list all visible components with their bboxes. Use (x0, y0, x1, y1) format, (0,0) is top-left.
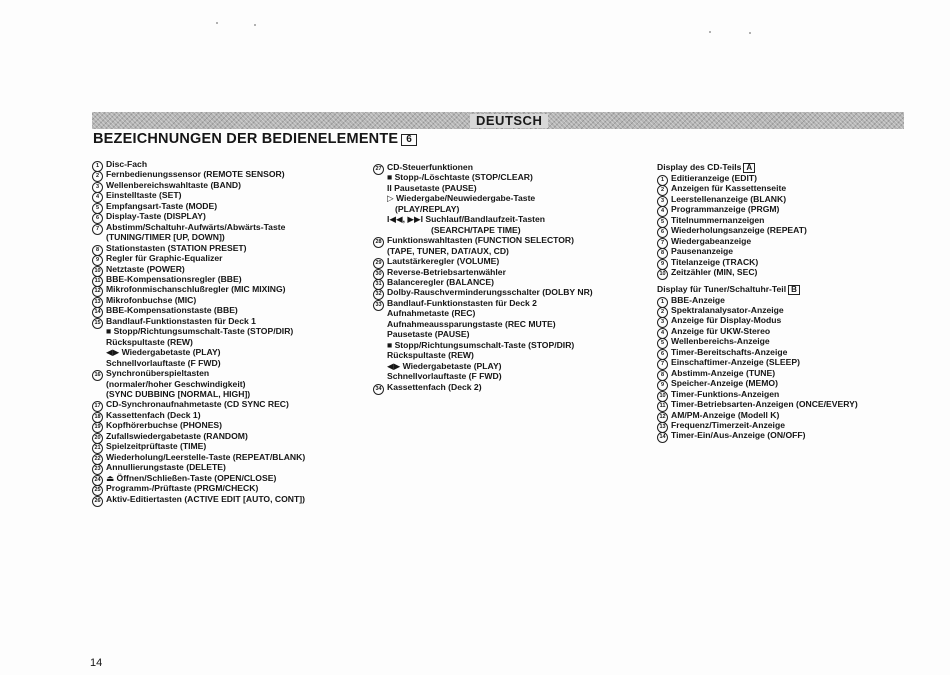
list-item-text: Bandlauf-Funktionstasten für Deck 1 (106, 315, 256, 326)
item-number: 9 (657, 259, 668, 270)
list-item-label (373, 277, 633, 287)
list-item-label (657, 225, 907, 235)
list-item-text: Wiedergabeanzeige (671, 235, 752, 246)
list-item (92, 431, 352, 441)
list-item-text: BBE-Anzeige (671, 294, 725, 305)
list-item (92, 243, 352, 253)
item-number: 15 (92, 318, 103, 329)
list-item-text: Mikrofonmischanschlußregler (MIC MIXING) (106, 284, 286, 295)
list-item (373, 298, 633, 382)
list-item-label (92, 180, 352, 190)
list-item (92, 305, 352, 315)
list-item-label (657, 246, 907, 256)
list-item-label (373, 256, 633, 266)
cd-display-list (657, 173, 907, 278)
list-item-text: (PLAY/REPLAY) (395, 203, 460, 214)
list-item-text: (TUNING/TIMER [UP, DOWN]) (106, 232, 225, 243)
list-item-text: Timer-Ein/Aus-Anzeige (ON/OFF) (671, 430, 806, 441)
list-item-text: Wiederholungsanzeige (REPEAT) (671, 225, 807, 236)
list-item-text: Fernbedienungssensor (REMOTE SENSOR) (106, 169, 285, 180)
item-number: 6 (92, 213, 103, 224)
list-item-label (92, 274, 352, 284)
list-item (657, 315, 907, 325)
list-item-text: Bandlauf-Funktionstasten für Deck 2 (387, 297, 537, 308)
list-item-text: ■ Stopp/Richtungsumschalt-Taste (STOP/DIR) (387, 339, 575, 350)
item-number: 33 (373, 300, 384, 311)
list-item-label (92, 462, 352, 472)
list-item-text: Anzeige für Display-Modus (671, 315, 782, 326)
list-item-text: Spielzeitprüftaste (TIME) (106, 441, 207, 452)
list-item (657, 368, 907, 378)
list-item (657, 257, 907, 267)
list-item (657, 305, 907, 315)
list-item (657, 347, 907, 357)
list-item-subline (373, 204, 633, 214)
list-item-label (657, 215, 907, 225)
list-item-text: BBE-Kompensationstaste (BBE) (106, 305, 238, 316)
list-item-text: I◀◀, ▶▶I Suchlauf/Bandlaufzeit-Tasten (387, 214, 546, 225)
list-item-label (92, 253, 352, 263)
list-item-label (92, 316, 352, 326)
list-item-label (657, 389, 907, 399)
list-item-subline (373, 340, 633, 350)
list-item-text: Programmanzeige (PRGM) (671, 204, 780, 215)
item-number: 30 (373, 269, 384, 280)
list-item-text: Annullierungstaste (DELETE) (106, 462, 226, 473)
list-item (657, 295, 907, 305)
list-item (92, 284, 352, 294)
list-item-text: Wiederholung/Leerstelle-Taste (REPEAT/BLANK) (106, 451, 306, 462)
list-item-label (92, 190, 352, 200)
list-item-label (92, 305, 352, 315)
list-item (657, 204, 907, 214)
list-item (92, 316, 352, 368)
list-item (92, 452, 352, 462)
list-item-text: Aktiv-Editiertasten (ACTIVE EDIT [AUTO, CONT]) (106, 493, 305, 504)
list-item (657, 215, 907, 225)
list-item-subline (373, 350, 633, 360)
list-item-label (92, 431, 352, 441)
scan-speck (254, 24, 256, 26)
list-item-label (373, 235, 633, 245)
list-item-label (657, 236, 907, 246)
list-item-label (657, 204, 907, 214)
item-number: 13 (657, 422, 668, 433)
list-item-label (92, 222, 352, 232)
list-item-label (657, 430, 907, 440)
list-item-label (657, 357, 907, 367)
item-number: 14 (92, 307, 103, 318)
list-item-text: Frequenz/Timerzeit-Anzeige (671, 419, 785, 430)
scan-speck (709, 31, 711, 33)
list-item-subline (373, 225, 633, 235)
list-item-text: Netztaste (POWER) (106, 263, 185, 274)
list-item-label (657, 347, 907, 357)
display-list-column (657, 162, 907, 441)
item-number: 4 (657, 206, 668, 217)
list-item-subline (373, 172, 633, 182)
list-item-text: ■ Stopp/Richtungsumschalt-Taste (STOP/DIR) (106, 326, 294, 337)
list-item (92, 159, 352, 169)
list-item-label (657, 295, 907, 305)
section-title-tuner-display (657, 284, 907, 295)
item-number: 6 (657, 349, 668, 360)
list-item-text: Timer-Betriebsarten-Anzeigen (ONCE/EVERY) (671, 399, 858, 410)
list-item-text: Rückspultaste (REW) (387, 350, 474, 361)
list-item (92, 441, 352, 451)
list-item-label (373, 267, 633, 277)
list-item-text: Anzeige für UKW-Stereo (671, 325, 771, 336)
list-item-text: Reverse-Betriebsartenwähler (387, 266, 506, 277)
list-item-text: Aufnahmeaussparungstaste (REC MUTE) (387, 318, 556, 329)
list-item (657, 183, 907, 193)
list-item-text: Einstelltaste (SET) (106, 190, 182, 201)
item-number: 7 (657, 359, 668, 370)
list-item-text: (TAPE, TUNER, DAT/AUX, CD) (387, 245, 509, 256)
list-item-label (92, 169, 352, 179)
list-item (657, 173, 907, 183)
language-label: DEUTSCH (470, 114, 548, 128)
list-item-label (92, 284, 352, 294)
list-item-label (657, 305, 907, 315)
list-item-text: Anzeigen für Kassettenseite (671, 183, 787, 194)
list-item-label (373, 298, 633, 308)
list-item-text: Regler für Graphic-Equalizer (106, 253, 223, 264)
list-item-subline (373, 329, 633, 339)
list-item (92, 483, 352, 493)
item-number: 32 (373, 289, 384, 300)
item-number: 9 (657, 380, 668, 391)
list-item-text: AM/PM-Anzeige (Modell K) (671, 409, 780, 420)
list-item-text: CD-Synchronaufnahmetaste (CD SYNC REC) (106, 399, 289, 410)
list-item-text: II Pausetaste (PAUSE) (387, 182, 477, 193)
list-item-text: ◀▶ Wiedergabetaste (PLAY) (387, 360, 502, 371)
list-item-text: Pausenanzeige (671, 246, 734, 257)
list-item-text: Balanceregler (BALANCE) (387, 276, 494, 287)
list-item (657, 378, 907, 388)
list-item (92, 473, 352, 483)
list-item-label (657, 410, 907, 420)
list-item-label (92, 243, 352, 253)
section-box-letter: A (743, 163, 755, 173)
list-item (657, 389, 907, 399)
list-item-text: Timer-Bereitschafts-Anzeige (671, 346, 788, 357)
list-item-label (373, 382, 633, 392)
list-item-subline (373, 319, 633, 329)
item-number: 7 (92, 224, 103, 235)
item-number: 2 (657, 185, 668, 196)
list-item (92, 399, 352, 409)
item-number: 10 (92, 266, 103, 277)
list-item-label (92, 483, 352, 493)
list-item (92, 274, 352, 284)
list-item-subline (92, 232, 352, 242)
list-item-text: ◀▶ Wiedergabetaste (PLAY) (106, 347, 221, 358)
list-item-text: Empfangsart-Taste (MODE) (106, 200, 218, 211)
list-item-subline (92, 326, 352, 336)
list-item (657, 267, 907, 277)
list-item-label (92, 295, 352, 305)
list-item-label (657, 336, 907, 346)
item-number: 8 (657, 370, 668, 381)
list-item-text: Aufnahmetaste (REC) (387, 308, 476, 319)
list-item (657, 410, 907, 420)
list-item-text: Synchronüberspieltasten (106, 368, 210, 379)
item-number: 27 (373, 164, 384, 175)
list-item-label (92, 494, 352, 504)
list-item (657, 336, 907, 346)
list-item (92, 253, 352, 263)
list-item-text: ⏏ Öffnen/Schließen-Taste (OPEN/CLOSE) (106, 472, 277, 483)
list-item (92, 494, 352, 504)
list-item-label (92, 420, 352, 430)
list-item-text: Abstimm-Anzeige (TUNE) (671, 367, 776, 378)
list-item-subline (92, 358, 352, 368)
list-item-text: (SYNC DUBBING [NORMAL, HIGH]) (106, 388, 251, 399)
list-item (92, 368, 352, 399)
list-item-label (92, 441, 352, 451)
item-number: 13 (92, 297, 103, 308)
list-item-text: (SEARCH/TAPE TIME) (431, 224, 521, 235)
list-item (373, 256, 633, 266)
list-item (373, 235, 633, 256)
section-title-cd-display (657, 162, 907, 173)
list-item (373, 162, 633, 235)
list-item (92, 264, 352, 274)
list-item-label (92, 211, 352, 221)
list-item-text: CD-Steuerfunktionen (387, 162, 473, 172)
list-item-label (92, 473, 352, 483)
list-item-text: Abstimm/Schaltuhr-Aufwärts/Abwärts-Taste (106, 221, 286, 232)
list-item-text: ■ Stopp-/Löschtaste (STOP/CLEAR) (387, 172, 533, 183)
item-number: 3 (657, 196, 668, 207)
list-item (657, 236, 907, 246)
item-number: 7 (657, 238, 668, 249)
item-number: 29 (373, 258, 384, 269)
item-number: 31 (373, 279, 384, 290)
item-number: 11 (92, 276, 103, 287)
item-number: 23 (92, 464, 103, 475)
list-item-text: Zufallswiedergabetaste (RANDOM) (106, 430, 248, 441)
list-item (373, 267, 633, 277)
item-number-badge (657, 430, 668, 443)
item-number: 28 (373, 237, 384, 248)
item-number: 20 (92, 433, 103, 444)
list-item (92, 420, 352, 430)
section-box-letter: B (788, 285, 800, 295)
page-title (93, 131, 417, 147)
list-item-subline (92, 379, 352, 389)
item-number: 34 (373, 384, 384, 395)
list-item (92, 462, 352, 472)
item-number-badge (657, 267, 668, 280)
item-number: 26 (92, 496, 103, 507)
list-item-text: Kassettenfach (Deck 2) (387, 381, 482, 392)
list-item-text: (normaler/hoher Geschwindigkeit) (106, 378, 246, 389)
item-number: 12 (657, 412, 668, 423)
list-item (657, 357, 907, 367)
page-number: 14 (90, 657, 103, 669)
list-item-text: Dolby-Rauschverminderungsschalter (DOLBY NR) (387, 287, 593, 298)
list-item-text: Einschaftimer-Anzeige (SLEEP) (671, 357, 800, 368)
list-item (92, 180, 352, 190)
item-number: 18 (92, 412, 103, 423)
list-item-label (92, 452, 352, 462)
item-number-badge (373, 382, 384, 395)
item-number: 6 (657, 227, 668, 238)
item-number: 1 (657, 175, 668, 186)
controls-list-column-2 (373, 162, 633, 392)
list-item-text: Disc-Fach (106, 159, 148, 169)
scan-speck (216, 22, 218, 24)
list-item-text: Pausetaste (PAUSE) (387, 329, 470, 340)
list-item-label (657, 183, 907, 193)
item-number: 5 (657, 217, 668, 228)
list-item (373, 277, 633, 287)
list-item-label (92, 368, 352, 378)
list-item-text: Editieranzeige (EDIT) (671, 173, 757, 183)
list-item-text: Wellenbereichs-Anzeige (671, 336, 770, 347)
section-title-text: Display des CD-Teils (657, 162, 742, 172)
item-number: 11 (657, 401, 668, 412)
item-number: 17 (92, 401, 103, 412)
list-item-text: Wellenbereichswahltaste (BAND) (106, 179, 241, 190)
list-item (657, 246, 907, 256)
list-item-text: Lautstärkeregler (VOLUME) (387, 256, 500, 267)
list-item-text: Speicher-Anzeige (MEMO) (671, 378, 778, 389)
item-number: 25 (92, 485, 103, 496)
list-item (92, 169, 352, 179)
list-item-subline (373, 183, 633, 193)
list-item (92, 201, 352, 211)
item-number: 8 (657, 248, 668, 259)
list-item-label (657, 173, 907, 183)
page-title-text: BEZEICHNUNGEN DER BEDIENELEMENTE (93, 131, 399, 147)
item-number: 3 (657, 317, 668, 328)
list-item-text: Schnellvorlauftaste (F FWD) (387, 371, 502, 382)
list-item-subline (373, 308, 633, 318)
item-number: 2 (657, 307, 668, 318)
list-item-subline (92, 389, 352, 399)
list-item-label (657, 315, 907, 325)
list-item-text: Schnellvorlauftaste (F FWD) (106, 357, 221, 368)
item-number: 9 (92, 255, 103, 266)
item-number: 4 (92, 192, 103, 203)
list-item (373, 287, 633, 297)
item-number: 22 (92, 454, 103, 465)
item-number: 8 (92, 245, 103, 256)
list-item-label (657, 194, 907, 204)
item-number: 10 (657, 269, 668, 280)
item-number: 2 (92, 171, 103, 182)
list-item-subline (373, 371, 633, 381)
list-item-text: BBE-Kompensationsregler (BBE) (106, 273, 242, 284)
list-item-text: Programm-/Prüftaste (PRGM/CHECK) (106, 483, 259, 494)
list-item (92, 211, 352, 221)
list-item-text: Timer-Funktions-Anzeigen (671, 388, 780, 399)
item-number: 21 (92, 443, 103, 454)
list-item-subline (373, 214, 633, 224)
list-item (657, 430, 907, 440)
list-item-text: Funktionswahltasten (FUNCTION SELECTOR) (387, 235, 574, 246)
list-item-subline (373, 193, 633, 203)
list-item-subline (373, 246, 633, 256)
list-item-label (92, 264, 352, 274)
tuner-display-list (657, 295, 907, 441)
list-item (92, 295, 352, 305)
list-item (657, 399, 907, 409)
list-item-text: Mikrofonbuchse (MIC) (106, 294, 197, 305)
list-item-label (92, 399, 352, 409)
item-number: 16 (92, 370, 103, 381)
list-item (657, 420, 907, 430)
item-number: 5 (657, 338, 668, 349)
list-item-text: Leerstellenanzeige (BLANK) (671, 193, 787, 204)
list-item-text: Titelanzeige (TRACK) (671, 256, 759, 267)
item-number: 14 (657, 432, 668, 443)
list-item (92, 190, 352, 200)
list-item (92, 410, 352, 420)
list-item (657, 326, 907, 336)
item-number: 5 (92, 203, 103, 214)
list-item-subline (92, 337, 352, 347)
list-item-text: Kassettenfach (Deck 1) (106, 409, 201, 420)
list-item-label (92, 410, 352, 420)
list-item-text: Spektralanalysator-Anzeige (671, 304, 784, 315)
scan-speck (749, 32, 751, 34)
list-item-text: Zeitzähler (MIN, SEC) (671, 267, 758, 278)
item-number: 1 (92, 161, 103, 172)
list-item-label (657, 420, 907, 430)
item-number: 3 (92, 182, 103, 193)
list-item-text: Display-Taste (DISPLAY) (106, 211, 206, 222)
item-number: 4 (657, 328, 668, 339)
list-item (657, 225, 907, 235)
list-item-label (657, 399, 907, 409)
list-item-label (373, 287, 633, 297)
list-item-label (92, 201, 352, 211)
item-number-badge (92, 494, 103, 507)
section-title-text: Display für Tuner/Schaltuhr-Teil (657, 283, 787, 294)
list-item-label (657, 378, 907, 388)
item-number: 24 (92, 475, 103, 486)
controls-list-column-1 (92, 159, 352, 504)
list-item-label (657, 368, 907, 378)
list-item (92, 222, 352, 243)
list-item-label (657, 326, 907, 336)
list-item-text: ▷ Wiedergabe/Neuwiedergabe-Taste (387, 193, 536, 204)
item-number: 19 (92, 422, 103, 433)
list-item (657, 194, 907, 204)
list-item-label (373, 162, 633, 172)
list-item-text: Stationstasten (STATION PRESET) (106, 242, 247, 253)
list-item-text: Rückspultaste (REW) (106, 336, 193, 347)
list-item-text: Titelnummernanzeigen (671, 214, 765, 225)
list-item-label (657, 257, 907, 267)
list-item-subline (373, 361, 633, 371)
item-number: 12 (92, 286, 103, 297)
list-item-label (92, 159, 352, 169)
list-item (373, 382, 633, 392)
list-item-label (657, 267, 907, 277)
list-item-text: Kopfhörerbuchse (PHONES) (106, 420, 223, 431)
figure-ref-box: 6 (401, 134, 417, 146)
item-number: 1 (657, 297, 668, 308)
list-item-subline (92, 347, 352, 357)
item-number: 10 (657, 391, 668, 402)
